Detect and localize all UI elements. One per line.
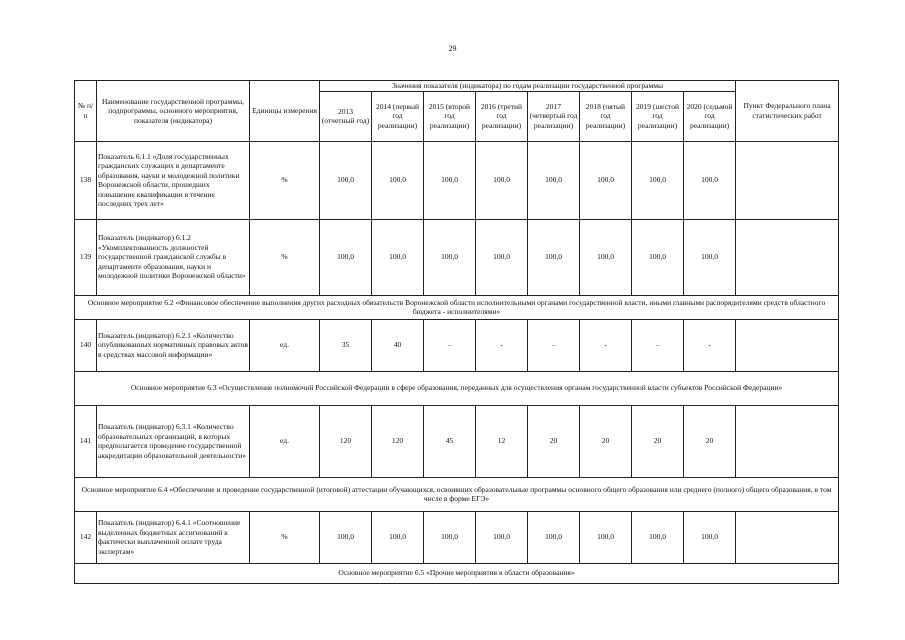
- value-cell: -: [476, 319, 528, 371]
- table-row: [75, 511, 839, 563]
- value-cell: -: [528, 319, 580, 371]
- header-year: 2017 (четвертый год реализации): [528, 91, 580, 141]
- header-plan: Пункт Федерального плана статистических работ: [736, 81, 839, 142]
- header-unit: Единицы измерения: [250, 81, 320, 142]
- section-row: [75, 563, 839, 583]
- indicators-table: [74, 80, 839, 584]
- value-cell: 100,0: [476, 219, 528, 295]
- row-number: 139: [75, 219, 97, 295]
- value-cell: 100,0: [528, 219, 580, 295]
- plan-cell: [736, 405, 839, 477]
- row-number: 138: [75, 141, 97, 219]
- header-year: 2020 (седьмой год реализации): [684, 91, 736, 141]
- page-number: 29: [448, 44, 457, 53]
- plan-cell: [736, 511, 839, 563]
- value-cell: 100,0: [684, 141, 736, 219]
- value-cell: 20: [580, 405, 632, 477]
- value-cell: 100,0: [424, 141, 476, 219]
- row-number: 140: [75, 319, 97, 371]
- table-row: [75, 319, 839, 371]
- table-row: [75, 219, 839, 295]
- value-cell: 40: [372, 319, 424, 371]
- row-number: 141: [75, 405, 97, 477]
- indicator-name: Показатель 6.1.1 «Доля государственных гражданских служащих в департаменте образования, науки и молодежной политики Воронежской области, прошедших повышение квалификации в течение последних трех лет»: [97, 141, 250, 219]
- section-title: Основное мероприятие 6.5 «Прочие мероприятия в области образования»: [75, 563, 839, 583]
- section-title: Основное мероприятие 6.3 «Осуществление полномочий Российской Федерации в сфере образования, переданных для осуществления органам государственной власти субъектов Российской Федерации»: [75, 371, 839, 405]
- table-row: [75, 405, 839, 477]
- value-cell: -: [684, 319, 736, 371]
- value-cell: 100,0: [632, 141, 684, 219]
- value-cell: 120: [320, 405, 372, 477]
- unit-cell: %: [250, 511, 320, 563]
- value-cell: 100,0: [424, 511, 476, 563]
- value-cell: 100,0: [580, 219, 632, 295]
- indicator-name: Показатель (индикатор) 6.3.1 «Количество образовательных организаций, в которых предполагается проведение государственной аккредитации образовательной деятельности»: [97, 405, 250, 477]
- header-year: 2019 (шестой год реализации): [632, 91, 684, 141]
- value-cell: 100,0: [684, 219, 736, 295]
- value-cell: 20: [632, 405, 684, 477]
- indicator-name: Показатель (индикатор) 6.1.2 «Укомплектованность должностей государственной гражданской службы в департаменте образования, науки и молодежной политики Воронежской области»: [97, 219, 250, 295]
- row-number: 142: [75, 511, 97, 563]
- value-cell: -: [580, 319, 632, 371]
- header-year: 2015 (второй год реализации): [424, 91, 476, 141]
- value-cell: 100,0: [372, 141, 424, 219]
- value-cell: 100,0: [580, 511, 632, 563]
- plan-cell: [736, 319, 839, 371]
- value-cell: 100,0: [320, 141, 372, 219]
- value-cell: 100,0: [580, 141, 632, 219]
- value-cell: 35: [320, 319, 372, 371]
- value-cell: 20: [684, 405, 736, 477]
- value-cell: -: [632, 319, 684, 371]
- value-cell: 100,0: [476, 511, 528, 563]
- value-cell: -: [424, 319, 476, 371]
- value-cell: 100,0: [528, 141, 580, 219]
- value-cell: 100,0: [476, 141, 528, 219]
- value-cell: 100,0: [424, 219, 476, 295]
- section-row: [75, 295, 839, 319]
- value-cell: 100,0: [632, 219, 684, 295]
- indicator-name: Показатель (индикатор) 6.4.1 «Соотношение выделенных бюджетных ассигнований к фактически выплаченной оплате труда экспертам»: [97, 511, 250, 563]
- unit-cell: ед.: [250, 319, 320, 371]
- header-year: 2016 (третий год реализации): [476, 91, 528, 141]
- plan-cell: [736, 141, 839, 219]
- section-title: Основное мероприятие 6.4 «Обеспечение и проведение государственной (итоговой) аттестации обучающихся, освоивших образовательные программы основного общего образования или среднего (полного) общего образования, в том числе в форме ЕГЭ»: [75, 477, 839, 511]
- value-cell: 100,0: [632, 511, 684, 563]
- indicator-name: Показатель (индикатор) 6.2.1 «Количество опубликованных нормативных правовых актов в средствах массовой информации»: [97, 319, 250, 371]
- value-cell: 100,0: [372, 511, 424, 563]
- value-cell: 12: [476, 405, 528, 477]
- section-title: Основное мероприятие 6.2 «Финансовое обеспечение выполнения других расходных обязательств Воронежской области исполнительными органами государственной власти, иными главными распорядителями средств областного бюджета - исполнителями»: [75, 295, 839, 319]
- unit-cell: ед.: [250, 405, 320, 477]
- value-cell: 100,0: [320, 511, 372, 563]
- value-cell: 100,0: [684, 511, 736, 563]
- header-num: № п/п: [75, 81, 97, 142]
- table-row: [75, 141, 839, 219]
- value-cell: 45: [424, 405, 476, 477]
- header-year: 2018 (пятый год реализации): [580, 91, 632, 141]
- unit-cell: %: [250, 141, 320, 219]
- unit-cell: %: [250, 219, 320, 295]
- header-values-group: Значения показателя (индикатора) по годам реализации государственной программы: [320, 81, 736, 92]
- header-year: 2013 (отчетный год): [320, 91, 372, 141]
- section-row: [75, 371, 839, 405]
- value-cell: 20: [528, 405, 580, 477]
- value-cell: 120: [372, 405, 424, 477]
- header-year: 2014 (первый год реализации): [372, 91, 424, 141]
- value-cell: 100,0: [372, 219, 424, 295]
- value-cell: 100,0: [320, 219, 372, 295]
- header-name: Наименование государственной программы, подпрограммы, основного мероприятия, показателя (индикатора): [97, 81, 250, 142]
- value-cell: 100,0: [528, 511, 580, 563]
- plan-cell: [736, 219, 839, 295]
- section-row: [75, 477, 839, 511]
